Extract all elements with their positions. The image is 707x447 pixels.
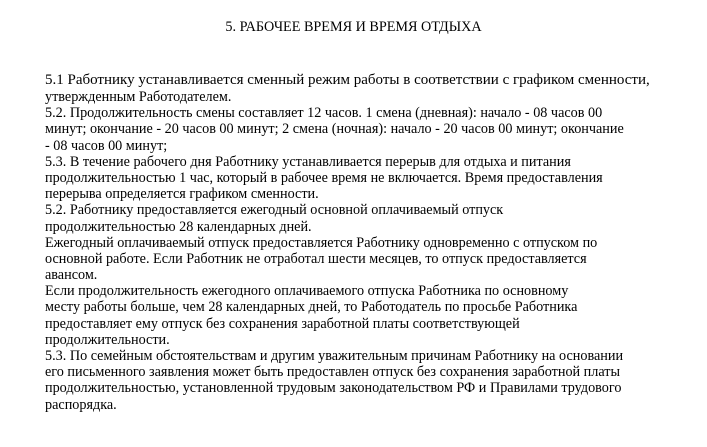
section-heading: 5. РАБОЧЕЕ ВРЕМЯ И ВРЕМЯ ОТДЫХА <box>225 19 482 35</box>
text-line: распорядка. <box>45 396 117 413</box>
section-body <box>45 72 685 413</box>
text-line: 5.3. В течение рабочего дня Работнику устанавливается перерыв для отдыха и питания <box>45 153 571 170</box>
text-line: - 08 часов 00 минут; <box>45 137 168 154</box>
text-line: перерыва определяется графиком сменности. <box>45 186 319 203</box>
text-line: авансом. <box>45 267 98 284</box>
text-line: 5.1 Работнику устанавливается сменный режим работы в соответствии с графиком сменности, <box>45 72 650 88</box>
text-line: Если продолжительность ежегодного оплачиваемого отпуска Работника по основному <box>45 283 569 300</box>
text-line: 5.2. Работнику предоставляется ежегодный основной оплачиваемый отпуск <box>45 202 504 219</box>
text-line: предоставляет ему отпуск без сохранения заработной платы соответствующей <box>45 315 520 332</box>
text-line: основной работе. Если Работник не отработал шести месяцев, то отпуск предоставляется <box>45 250 587 267</box>
text-line: продолжительностью 28 календарных дней. <box>45 218 312 235</box>
text-line: 5.2. Продолжительность смены составляет 12 часов. 1 смена (дневная): начало - 08 часов 00 <box>45 105 603 122</box>
text-line: утвержденным Работодателем. <box>45 89 232 105</box>
text-line: его письменного заявления может быть предоставлен отпуск без сохранения заработной платы <box>45 364 621 381</box>
text-line: продолжительностью, установленной трудовым законодательством РФ и Правилами трудового <box>45 380 622 397</box>
text-line: минут; окончание - 20 часов 00 минут; 2 смена (ночная): начало - 20 часов 00 минут; окончание <box>45 121 624 138</box>
text-line: продолжительностью 1 час, который в рабочее время не включается. Время предоставления <box>45 169 603 186</box>
text-line: месту работы больше, чем 28 календарных дней, то Работодатель по просьбе Работника <box>45 299 578 316</box>
text-line: Ежегодный оплачиваемый отпуск предоставляется Работнику одновременно с отпуском по <box>45 234 598 251</box>
text-line: продолжительности. <box>45 331 170 348</box>
text-line: 5.3. По семейным обстоятельствам и другим уважительным причинам Работнику на основании <box>45 348 624 364</box>
